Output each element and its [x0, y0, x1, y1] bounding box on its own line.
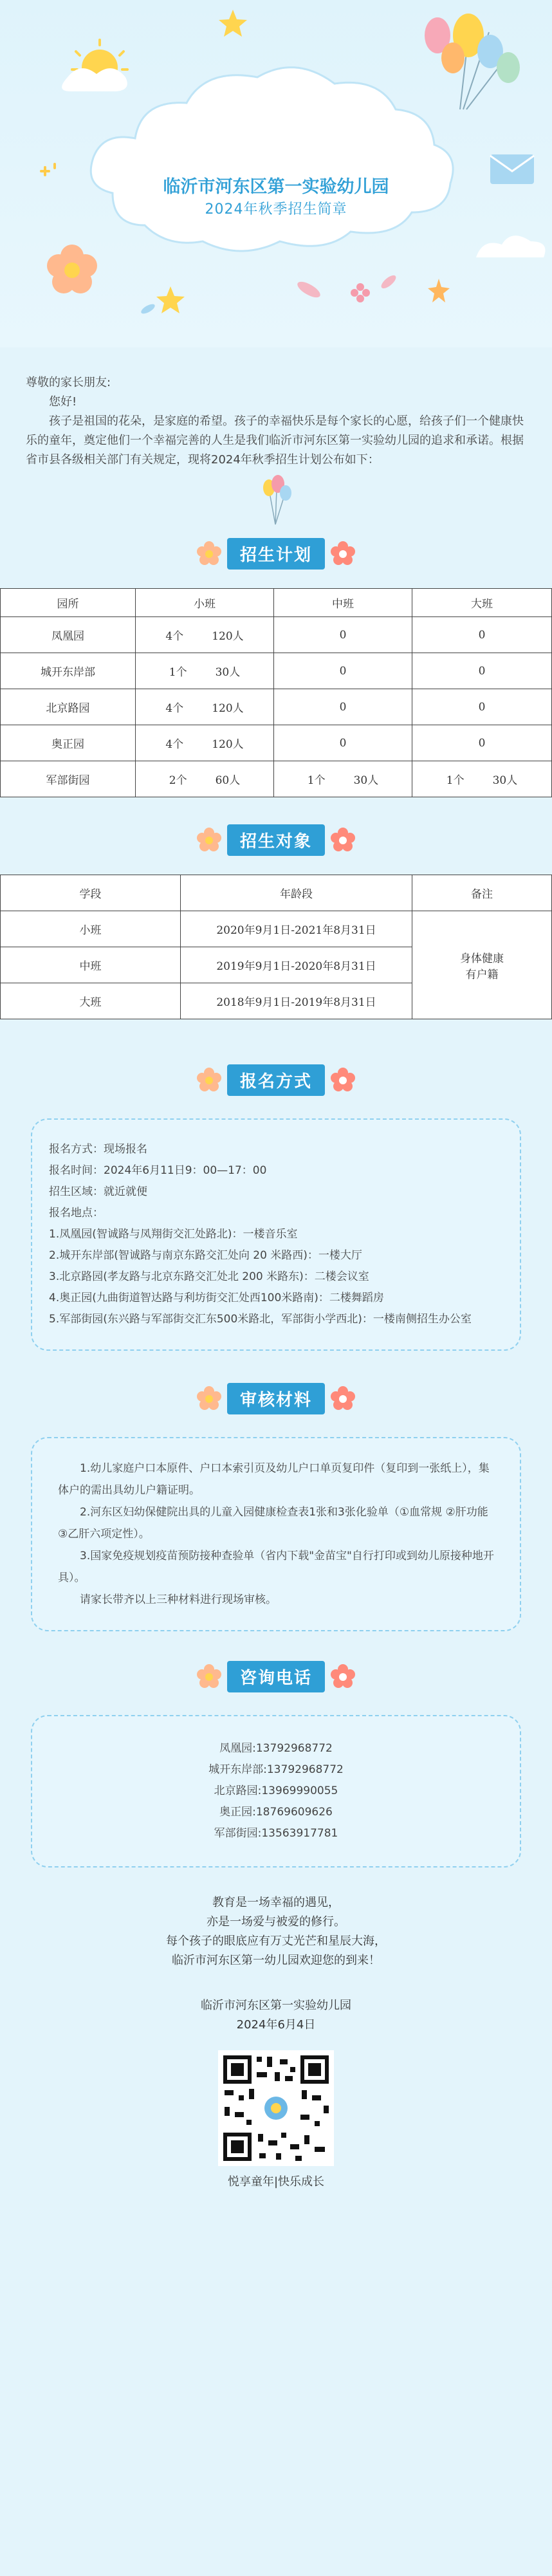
table-header-row	[1, 589, 552, 617]
class-count: 4个	[165, 630, 184, 643]
org-name: 临沂市河东区第一实验幼儿园	[201, 1999, 351, 2012]
student-count: 120人	[212, 630, 244, 643]
intro-letter	[0, 373, 552, 470]
material-line: 2.河东区妇幼保健院出具的儿童入园健康检查表1张和3张化验单（①血常规 ②肝功能③乙肝六项定性）。	[58, 1506, 488, 1541]
slogan: 悦享童年|快乐成长	[227, 2175, 325, 2189]
flower-icon	[330, 1067, 356, 1093]
section-plan-header	[0, 534, 552, 573]
section-contact-header	[0, 1657, 552, 1696]
flower-icon	[196, 1663, 222, 1689]
method-line: 报名时间：2024年6月11日9：00—17：00	[49, 1164, 267, 1177]
contact-line[interactable]: 北京路园:13969990055	[214, 1784, 338, 1797]
sun-icon	[62, 40, 127, 91]
stage: 大班	[1, 983, 181, 1019]
small-balloons-icon	[0, 470, 552, 528]
class-count: 1个	[446, 774, 465, 787]
section-target-header	[0, 820, 552, 859]
big-count: 0	[412, 725, 552, 761]
school-name: 临沂市河东区第一实验幼儿园	[163, 177, 389, 197]
section-title: 咨询电话	[227, 1661, 325, 1692]
age-range: 2020年9月1日-2021年8月31日	[181, 911, 412, 947]
balloon-divider	[0, 470, 552, 528]
table-header: 学段	[1, 875, 181, 911]
flower-icon	[47, 245, 97, 293]
cloud-shape	[91, 68, 453, 251]
issue-date: 2024年6月4日	[236, 2018, 316, 2032]
section-title: 报名方式	[227, 1064, 325, 1096]
student-count: 30人	[215, 666, 241, 679]
campus-name: 城开东岸部	[1, 653, 136, 689]
method-line: 招生区域：就近就便	[49, 1185, 147, 1198]
class-count: 1个	[169, 666, 187, 679]
hello: 您好!	[49, 395, 77, 409]
closing-line: 教育是一场幸福的遇见，	[212, 1896, 340, 1909]
method-line: 4.奥正园(九曲街道智达路与利坊街交汇处西100米路南)：二楼舞蹈房	[49, 1292, 384, 1304]
table-header: 中班	[274, 589, 412, 617]
table-row	[1, 725, 552, 761]
brochure-title: 2024年秋季招生简章	[205, 201, 347, 218]
flower-icon	[330, 827, 356, 853]
section-material-header	[0, 1379, 552, 1418]
class-count: 2个	[169, 774, 187, 787]
star-icon	[219, 10, 247, 37]
class-count: 4个	[165, 702, 184, 715]
flower-icon	[330, 541, 356, 566]
greeting: 尊敬的家长朋友:	[26, 376, 111, 389]
qr-code[interactable]	[218, 2050, 334, 2166]
big-count: 0	[412, 653, 552, 689]
student-count: 30人	[492, 774, 518, 787]
flower-icon	[330, 1663, 356, 1689]
method-line: 2.城开东岸部(智诚路与南京东路交汇处向 20 米路西)：一楼大厅	[49, 1249, 362, 1262]
student-count: 30人	[353, 774, 379, 787]
age-range: 2018年9月1日-2019年8月31日	[181, 983, 412, 1019]
intro-paragraph: 孩子是祖国的花朵，是家庭的希望。孩子的幸福快乐是每个家长的心愿，给孩子们一个健康快乐的童年，奠定他们一个幸福完善的人生是我们临沂市河东区第一实验幼儿园的追求和承诺。根据省市县各级相关部门有关规定，现将2024年秋季招生计划公布如下：	[26, 414, 524, 467]
note-cell	[412, 911, 552, 1019]
table-header-row	[1, 875, 552, 911]
mid-count: 0	[274, 653, 412, 689]
table-header: 备注	[412, 875, 552, 911]
contact-box	[31, 1715, 521, 1867]
contact-line[interactable]: 军部街园:13563917781	[214, 1827, 338, 1840]
contact-line[interactable]: 奥正园:18769609626	[219, 1806, 333, 1819]
star-icon	[428, 279, 450, 302]
mid-count: 0	[274, 725, 412, 761]
method-line: 3.北京路园(孝友路与北京东路交汇处北 200 米路东)：二楼会议室	[49, 1270, 369, 1283]
table-header: 大班	[412, 589, 552, 617]
big-count: 0	[412, 617, 552, 653]
campus-name: 凤凰园	[1, 617, 136, 653]
table-row	[1, 653, 552, 689]
table-row	[1, 617, 552, 653]
section-title: 招生对象	[227, 824, 325, 856]
material-line: 请家长带齐以上三种材料进行现场审核。	[80, 1593, 277, 1606]
enrollment-plan-table	[0, 588, 552, 797]
method-line: 1.凤凰园(智诚路与凤翔街交汇处路北)：一楼音乐室	[49, 1228, 298, 1241]
table-row	[1, 911, 552, 947]
star-icon	[156, 286, 185, 313]
material-box	[31, 1437, 521, 1631]
material-line: 1.幼儿家庭户口本原件、户口本索引页及幼儿户口单页复印件（复印到一张纸上），集体户的需出具幼儿户籍证明。	[58, 1462, 490, 1497]
flower-icon	[196, 541, 222, 566]
contact-line[interactable]: 凤凰园:13792968772	[219, 1742, 333, 1755]
mid-count: 0	[274, 617, 412, 653]
student-count: 120人	[212, 702, 244, 715]
method-line: 5.军部街园(东兴路与军部街交汇东500米路北，军部街小学西北)：一楼南侧招生办公室	[49, 1313, 472, 1326]
table-row	[1, 761, 552, 797]
big-count: 0	[412, 689, 552, 725]
material-line: 3.国家免疫规划疫苗预防接种查验单（省内下载"金苗宝"自行打印或到幼儿原接种地开具）。	[58, 1550, 494, 1584]
contact-line[interactable]: 城开东岸部:13792968772	[208, 1763, 344, 1776]
small-flower-icon	[351, 283, 370, 302]
closing-line: 亦是一场爱与被爱的修行。	[207, 1915, 345, 1929]
table-row	[1, 689, 552, 725]
qr-code-icon	[218, 2050, 334, 2166]
section-title: 审核材料	[227, 1383, 325, 1414]
stage: 中班	[1, 947, 181, 983]
closing-message	[0, 1893, 552, 1970]
note-line: 有户籍	[465, 968, 499, 981]
age-range: 2019年9月1日-2020年8月31日	[181, 947, 412, 983]
table-header: 年龄段	[181, 875, 412, 911]
class-count: 4个	[165, 738, 184, 751]
class-count: 1个	[307, 774, 326, 787]
flower-icon	[196, 827, 222, 853]
flower-icon	[196, 1067, 222, 1093]
enrollment-target-table	[0, 875, 552, 1019]
balloons-icon	[425, 14, 520, 109]
campus-name: 奥正园	[1, 725, 136, 761]
flower-icon	[196, 1385, 222, 1411]
method-line: 报名地点：	[49, 1207, 104, 1219]
section-title: 招生计划	[227, 538, 325, 570]
table-header: 园所	[1, 589, 136, 617]
closing-line: 每个孩子的眼底应有万丈光芒和星辰大海，	[166, 1934, 386, 1948]
section-method-header	[0, 1061, 552, 1099]
hero-banner	[0, 0, 552, 347]
student-count: 60人	[215, 774, 241, 787]
method-line: 报名方式：现场报名	[49, 1143, 147, 1156]
campus-name: 军部街园	[1, 761, 136, 797]
flower-icon	[330, 1385, 356, 1411]
signature	[0, 1996, 552, 2035]
note-line: 身体健康	[460, 952, 504, 965]
closing-line: 临沂市河东区第一幼儿园欢迎您的到来！	[172, 1954, 380, 1967]
campus-name: 北京路园	[1, 689, 136, 725]
method-box	[31, 1118, 521, 1351]
stage: 小班	[1, 911, 181, 947]
student-count: 120人	[212, 738, 244, 751]
mid-count: 0	[274, 689, 412, 725]
table-header: 小班	[136, 589, 274, 617]
